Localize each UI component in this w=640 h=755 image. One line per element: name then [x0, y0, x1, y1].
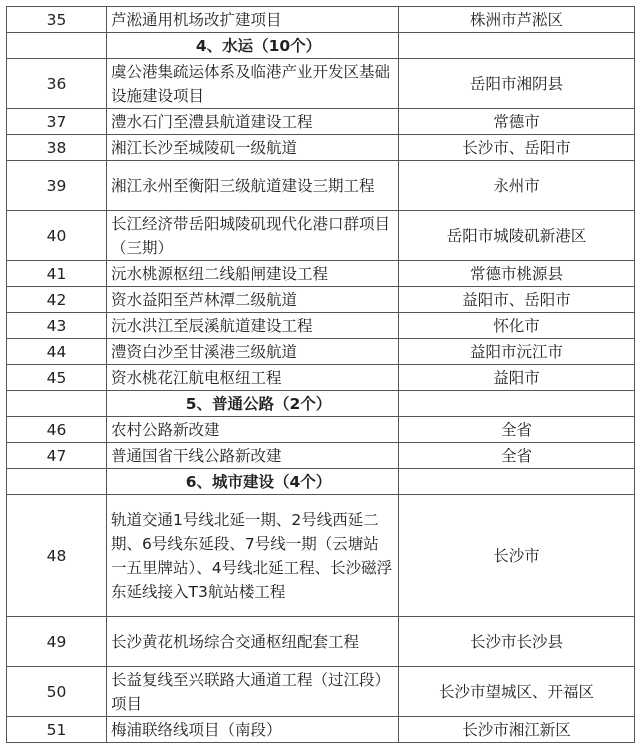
table-row: [7, 667, 635, 717]
row-number: 43: [7, 313, 107, 339]
table-row: [7, 287, 635, 313]
project-location: 长沙市长沙县: [399, 617, 635, 667]
project-name: 沅水洪江至辰溪航道建设工程: [107, 313, 399, 339]
project-name: 农村公路新改建: [107, 417, 399, 443]
table-row: [7, 339, 635, 365]
project-table: [6, 6, 635, 743]
project-name: 芦淞通用机场改扩建项目: [107, 7, 399, 33]
table-row: [7, 717, 635, 743]
row-number: 48: [7, 495, 107, 617]
section-empty-cell: [7, 469, 107, 495]
table-row: [7, 617, 635, 667]
project-location: 长沙市湘江新区: [399, 717, 635, 743]
project-name: 澧水石门至澧县航道建设工程: [107, 109, 399, 135]
table-row: [7, 59, 635, 109]
table-row: [7, 7, 635, 33]
section-empty-cell: [399, 469, 635, 495]
table-row: [7, 417, 635, 443]
project-name: 湘江长沙至城陵矶一级航道: [107, 135, 399, 161]
project-location: 长沙市、岳阳市: [399, 135, 635, 161]
row-number: 51: [7, 717, 107, 743]
project-location: 株洲市芦淞区: [399, 7, 635, 33]
section-title-text: 6、城市建设（4个）: [185, 472, 332, 491]
row-number: 39: [7, 161, 107, 211]
row-number: 41: [7, 261, 107, 287]
project-name: 澧资白沙至甘溪港三级航道: [107, 339, 399, 365]
table-row: [7, 161, 635, 211]
table-row: [7, 261, 635, 287]
project-name: 湘江永州至衡阳三级航道建设三期工程: [107, 161, 399, 211]
project-name: 资水益阳至芦林潭二级航道: [107, 287, 399, 313]
section-title-text: 5、普通公路（2个）: [185, 394, 332, 413]
row-number: 38: [7, 135, 107, 161]
row-number: 50: [7, 667, 107, 717]
project-location: 岳阳市湘阴县: [399, 59, 635, 109]
project-location: 全省: [399, 417, 635, 443]
table-row: [7, 135, 635, 161]
section-title-text: 4、水运（10个）: [195, 36, 322, 55]
project-location: 怀化市: [399, 313, 635, 339]
table-row: [7, 365, 635, 391]
section-header-row: [7, 391, 635, 417]
row-number: 36: [7, 59, 107, 109]
table-row: [7, 109, 635, 135]
row-number: 45: [7, 365, 107, 391]
project-name: 梅浦联络线项目（南段）: [107, 717, 399, 743]
section-title: [107, 469, 399, 495]
project-name: 长益复线至兴联路大通道工程（过江段）项目: [107, 667, 399, 717]
project-location: 常德市: [399, 109, 635, 135]
project-location: 长沙市: [399, 495, 635, 617]
row-number: 37: [7, 109, 107, 135]
row-number: 47: [7, 443, 107, 469]
project-location: 全省: [399, 443, 635, 469]
row-number: 46: [7, 417, 107, 443]
table-row: [7, 443, 635, 469]
section-empty-cell: [399, 391, 635, 417]
table-row: [7, 495, 635, 617]
project-location: 益阳市沅江市: [399, 339, 635, 365]
row-number: 42: [7, 287, 107, 313]
project-name: 沅水桃源枢纽二线船闸建设工程: [107, 261, 399, 287]
project-name: 资水桃花江航电枢纽工程: [107, 365, 399, 391]
project-table-body: [7, 7, 635, 743]
project-location: 永州市: [399, 161, 635, 211]
row-number: 49: [7, 617, 107, 667]
project-location: 益阳市: [399, 365, 635, 391]
project-location: 常德市桃源县: [399, 261, 635, 287]
project-name: 长江经济带岳阳城陵矶现代化港口群项目（三期）: [107, 211, 399, 261]
project-location: 岳阳市城陵矶新港区: [399, 211, 635, 261]
row-number: 40: [7, 211, 107, 261]
project-name: 普通国省干线公路新改建: [107, 443, 399, 469]
row-number: 44: [7, 339, 107, 365]
section-header-row: [7, 469, 635, 495]
table-row: [7, 313, 635, 339]
project-location: 长沙市望城区、开福区: [399, 667, 635, 717]
table-row: [7, 211, 635, 261]
section-header-row: [7, 33, 635, 59]
section-title: [107, 391, 399, 417]
section-empty-cell: [7, 33, 107, 59]
row-number: 35: [7, 7, 107, 33]
project-location: 益阳市、岳阳市: [399, 287, 635, 313]
section-title: [107, 33, 399, 59]
project-name: 轨道交通1号线北延一期、2号线西延二期、6号线东延段、7号线一期（云塘站一五里牌站）、4号线北延工程、长沙磁浮东延线接入T3航站楼工程: [107, 495, 399, 617]
project-name: 虞公港集疏运体系及临港产业开发区基础设施建设项目: [107, 59, 399, 109]
section-empty-cell: [399, 33, 635, 59]
section-empty-cell: [7, 391, 107, 417]
project-name: 长沙黄花机场综合交通枢纽配套工程: [107, 617, 399, 667]
